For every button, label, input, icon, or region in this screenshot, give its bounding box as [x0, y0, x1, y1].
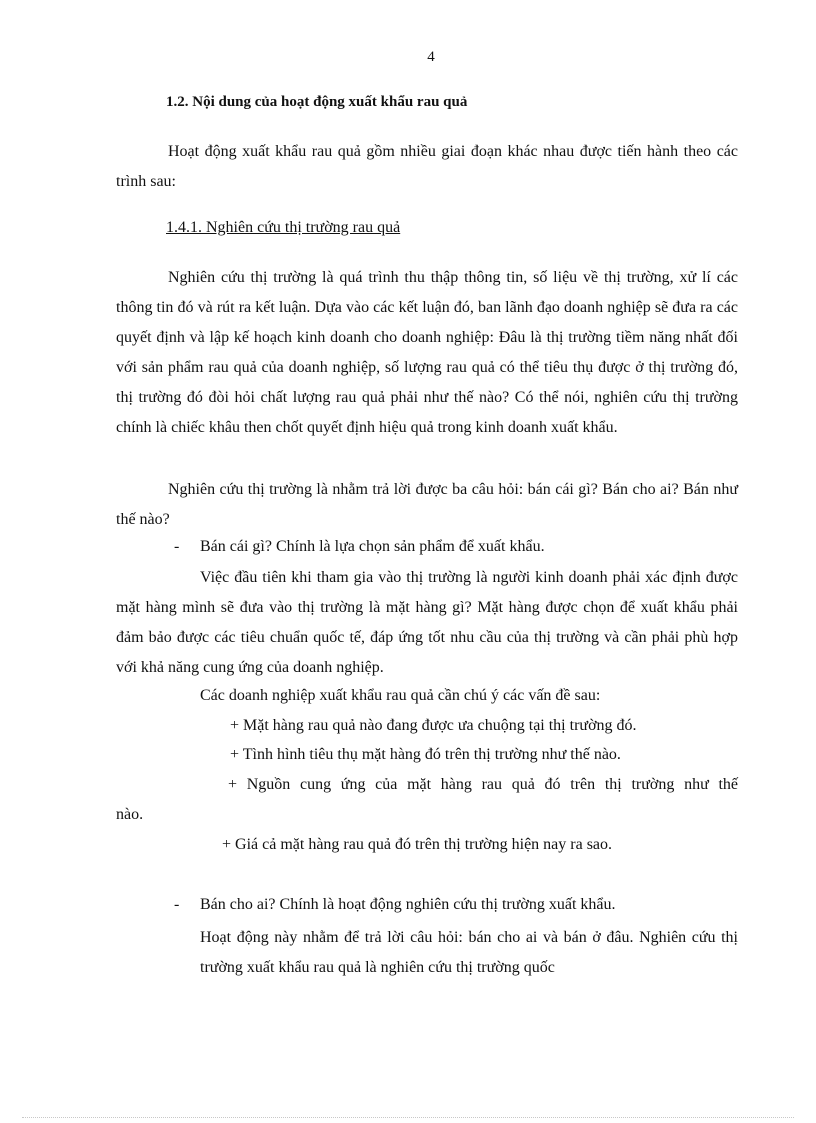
list-item-continuation: nào.: [116, 806, 144, 823]
list-item: + Nguồn cung ứng của mặt hàng rau quả đó trên thị trường như thế: [228, 776, 738, 793]
intro-paragraph: Hoạt động xuất khẩu rau quả gồm nhiều giai đoạn khác nhau được tiến hành theo các trình sau:: [116, 143, 738, 190]
page-bottom-rule: [22, 1117, 794, 1118]
page-number: 4: [427, 49, 435, 65]
list-item: + Tình hình tiêu thụ mặt hàng đó trên thị trường như thế nào.: [230, 746, 621, 763]
list-item: + Giá cả mặt hàng rau quả đó trên thị trường hiện nay ra sao.: [222, 836, 613, 853]
paragraph-market-research: Nghiên cứu thị trường là quá trình thu thập thông tin, số liệu về thị trường, xử lí các thông tin đó và rút ra kết luận. Dựa vào các kết luận đó, ban lãnh đạo doanh nghiệp sẽ đưa ra các quyết định và lập kế hoạch kinh doanh cho doanh nghiệp: Đâu là thị trường tiềm năng nhất đối với sản phẩm rau quả của doanh nghiệp, số lượng rau quả có thể tiêu thụ được ở thị trường đó, thị trường đó đòi hỏi chất lượng rau quả phải như thế nào? Có thể nói, nghiên cứu thị trường chính là chiếc khâu then chốt quyết định hiệu quả trong kinh doanh xuất khẩu.: [116, 269, 738, 436]
bullet-dash: -: [174, 896, 180, 913]
note-line: Các doanh nghiệp xuất khẩu rau quả cần chú ý các vấn đề sau:: [200, 687, 601, 704]
subsection-heading: 1.4.1. Nghiên cứu thị trường rau quả: [166, 219, 401, 236]
bullet-title-who-to-sell: Bán cho ai? Chính là hoạt động nghiên cứu thị trường xuất khẩu.: [200, 896, 616, 913]
paragraph-export-market: Hoạt động này nhằm để trả lời câu hỏi: bán cho ai và bán ở đâu. Nghiên cứu thị trường xuất khẩu rau quả là nghiên cứu thị trường quốc: [200, 929, 738, 976]
bullet-dash: -: [174, 538, 180, 555]
paragraph-three-questions: Nghiên cứu thị trường là nhằm trả lời được ba câu hỏi: bán cái gì? Bán cho ai? Bán như thế nào?: [116, 481, 738, 528]
section-heading: 1.2. Nội dung của hoạt động xuất khẩu rau quả: [166, 94, 468, 110]
bullet-title-what-to-sell: Bán cái gì? Chính là lựa chọn sản phẩm để xuất khẩu.: [200, 538, 545, 555]
list-item: + Mặt hàng rau quả nào đang được ưa chuộng tại thị trường đó.: [230, 717, 637, 734]
paragraph-product-selection: Việc đầu tiên khi tham gia vào thị trường là người kinh doanh phải xác định được mặt hàng mình sẽ đưa vào thị trường là mặt hàng gì? Mặt hàng được chọn để xuất khẩu phải đảm bảo được các tiêu chuẩn quốc tế, đáp ứng tốt nhu cầu của thị trường và cần phải phù hợp với khả năng cung ứng của doanh nghiệp.: [116, 569, 738, 676]
